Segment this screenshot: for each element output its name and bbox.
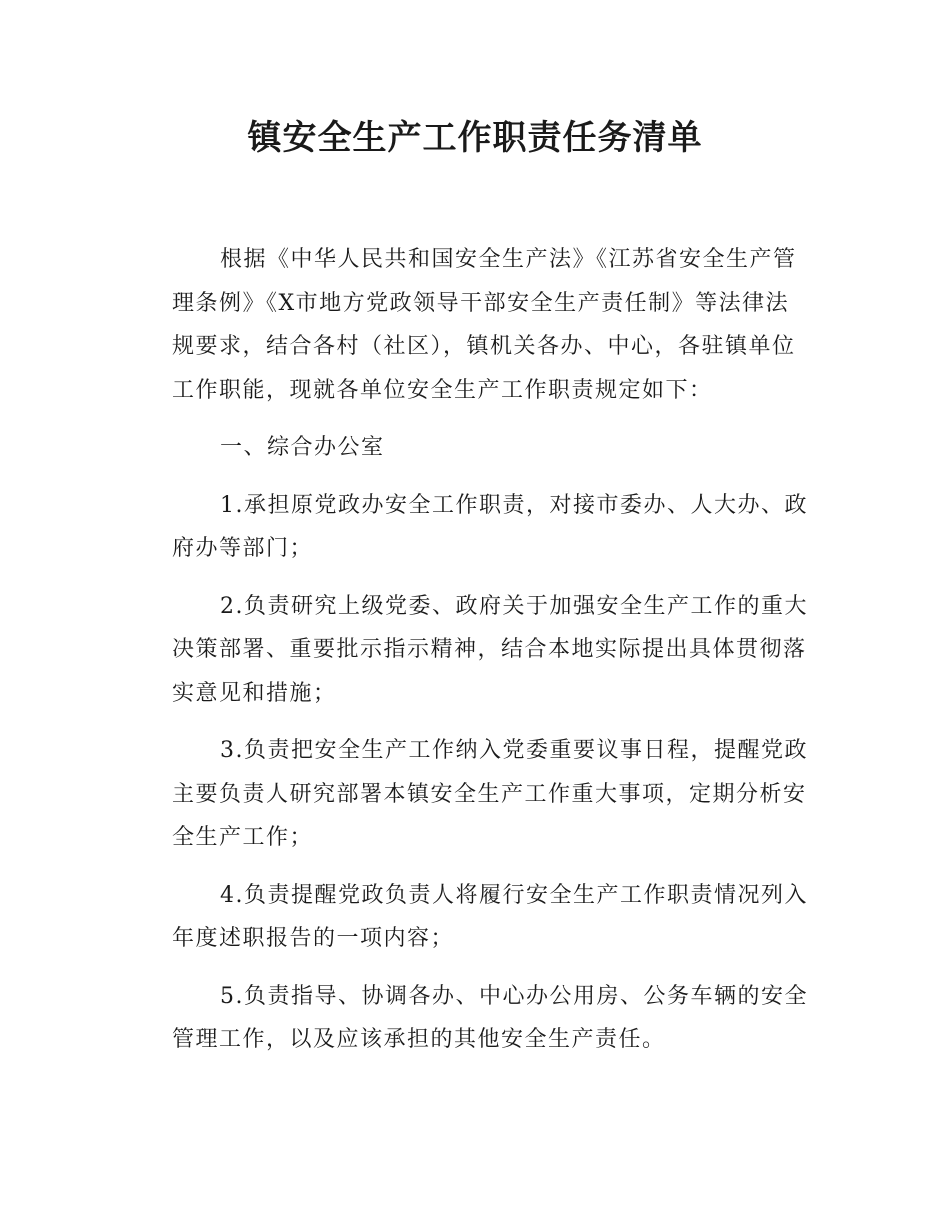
duty-item-5: 5.负责指导、协调各办、中心办公用房、公务车辆的安全管理工作，以及应该承担的其他安全生产责任。 <box>172 983 808 1052</box>
duty-item-2: 2.负责研究上级党委、政府关于加强安全生产工作的重大决策部署、重要批示指示精神，结合本地实际提出具体贯彻落实意见和措施； <box>172 593 808 706</box>
duty-item-1: 1.承担原党政办安全工作职责，对接市委办、人大办、政府办等部门； <box>172 492 808 561</box>
section-heading: 一、综合办公室 <box>220 435 385 460</box>
document-title: 镇安全生产工作职责任务清单 <box>247 118 703 158</box>
document-body <box>172 238 812 1076</box>
duty-item-3: 3.负责把安全生产工作纳入党委重要议事日程，提醒党政主要负责人研究部署本镇安全生产工作重大事项，定期分析安全生产工作； <box>172 738 808 850</box>
intro-paragraph: 根据《中华人民共和国安全生产法》《江苏省安全生产管理条例》《X市地方党政领导干部安全生产责任制》等法律法规要求，结合各村（社区），镇机关各办、中心，各驻镇单位工作职能，现就各单位安全生产工作职责规定如下： <box>172 247 797 403</box>
duty-item-4: 4.负责提醒党政负责人将履行安全生产工作职责情况列入年度述职报告的一项内容； <box>172 882 808 951</box>
